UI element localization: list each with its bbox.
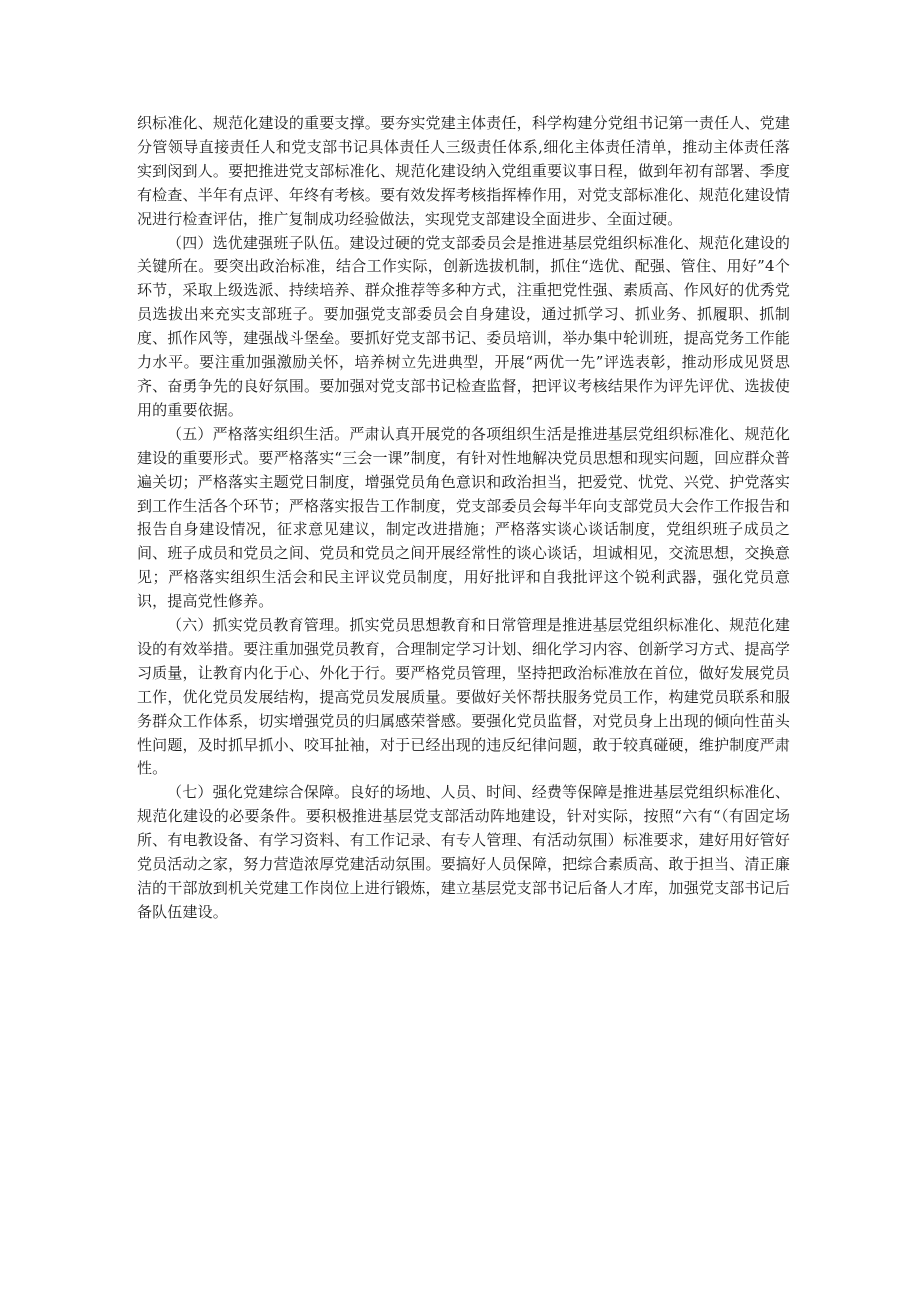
paragraph-section-5: （五）严格落实组织生活。严肃认真开展党的各项组织生活是推进基层党组织标准化、规范化建设的重要形式。要严格落实“三会一课”制度，有针对性地解决党员思想和现实问题，回应群众普遍关切；严格落实主题党日制度，增强党员角色意识和政治担当，把爱党、忧党、兴党、护党落实到工作生活各个环节；严格落实报告工作制度，党支部委员会每半年向支部党员大会作工作报告和报告自身建设情况，征求意见建议，制定改进措施；严格落实谈心谈话制度，党组织班子成员之间、班子成员和党员之间、党员和党员之间开展经常性的谈心谈话，坦诚相见，交流思想，交换意见；严格落实组织生活会和民主评议党员制度，用好批评和自我批评这个锐利武器，强化党员意识，提高党性修养。: [137, 424, 790, 611]
paragraph-section-6: （六）抓实党员教育管理。抓实党员思想教育和日常管理是推进基层党组织标准化、规范化建设的有效举措。要注重加强党员教育，合理制定学习计划、细化学习内容、创新学习方式、提高学习质量，让教育内化于心、外化于行。要严格党员管理，坚持把政治标准放在首位，做好发展党员工作，优化党员发展结构，提高党员发展质量。要做好关怀帮扶服务党员工作，构建党员联系和服务群众工作体系，切实增强党员的归属感荣誉感。要强化党员监督，对党员身上出现的倾向性苗头性问题，及时抓早抓小、咬耳扯袖，对于已经出现的违反纪律问题，敢于较真碰硬，维护制度严肃性。: [137, 616, 790, 778]
paragraph-continuation: 织标准化、规范化建设的重要支撑。要夯实党建主体责任，科学构建分党组书记第一责任人、党建分管领导直接责任人和党支部书记具体责任人三级责任体系,细化主体责任清单，推动主体责任落实到闵到人。要把推进党支部标准化、规范化建设纳入党组重要议事日程，做到年初有部署、季度有检查、半年有点评、年终有考核。要有效发挥考核指挥棒作用，对党支部标准化、规范化建设情况进行检查评估，推广复制成功经验做法，实现党支部建设全面进步、全面过硬。: [137, 114, 790, 228]
document-body: [137, 112, 790, 925]
paragraph-section-4: （四）选优建强班子队伍。建设过硬的党支部委员会是推进基层党组织标准化、规范化建设的关键所在。要突出政治标准，结合工作实际，创新选拔机制，抓住“选优、配强、管住、用好”4个环节，采取上级选派、持续培养、群众推荐等多种方式，注重把党性强、素质高、作风好的优秀党员选拔出来充实支部班子。要加强党支部委员会自身建设，通过抓学习、抓业务、抓履职、抓制度、抓作风等，建强战斗堡垒。要抓好党支部书记、委员培训，举办集中轮训班，提高党务工作能力水平。要注重加强激励关怀，培养树立先进典型，开展“两优一先”评选表彰，推动形成见贤思齐、奋勇争先的良好氛围。要加强对党支部书记检查监督，把评议考核结果作为评先评优、选拔使用的重要依据。: [137, 233, 790, 419]
paragraph-section-7: （七）强化党建综合保障。良好的场地、人员、时间、经费等保障是推进基层党组织标准化、规范化建设的必要条件。要积极推进基层党支部活动阵地建设，针对实际，按照“六有“（有固定场所、有电教设备、有学习资料、有工作记录、有专人管理、有活动氛围）标准要求，建好用好管好党员活动之家，努力营造浓厚党建活动氛围。要搞好人员保障，把综合素质高、敢于担当、清正廉洁的干部放到机关党建工作岗位上进行锻炼，建立基层党支部书记后备人才库，加强党支部书记后备队伍建设。: [137, 783, 790, 921]
